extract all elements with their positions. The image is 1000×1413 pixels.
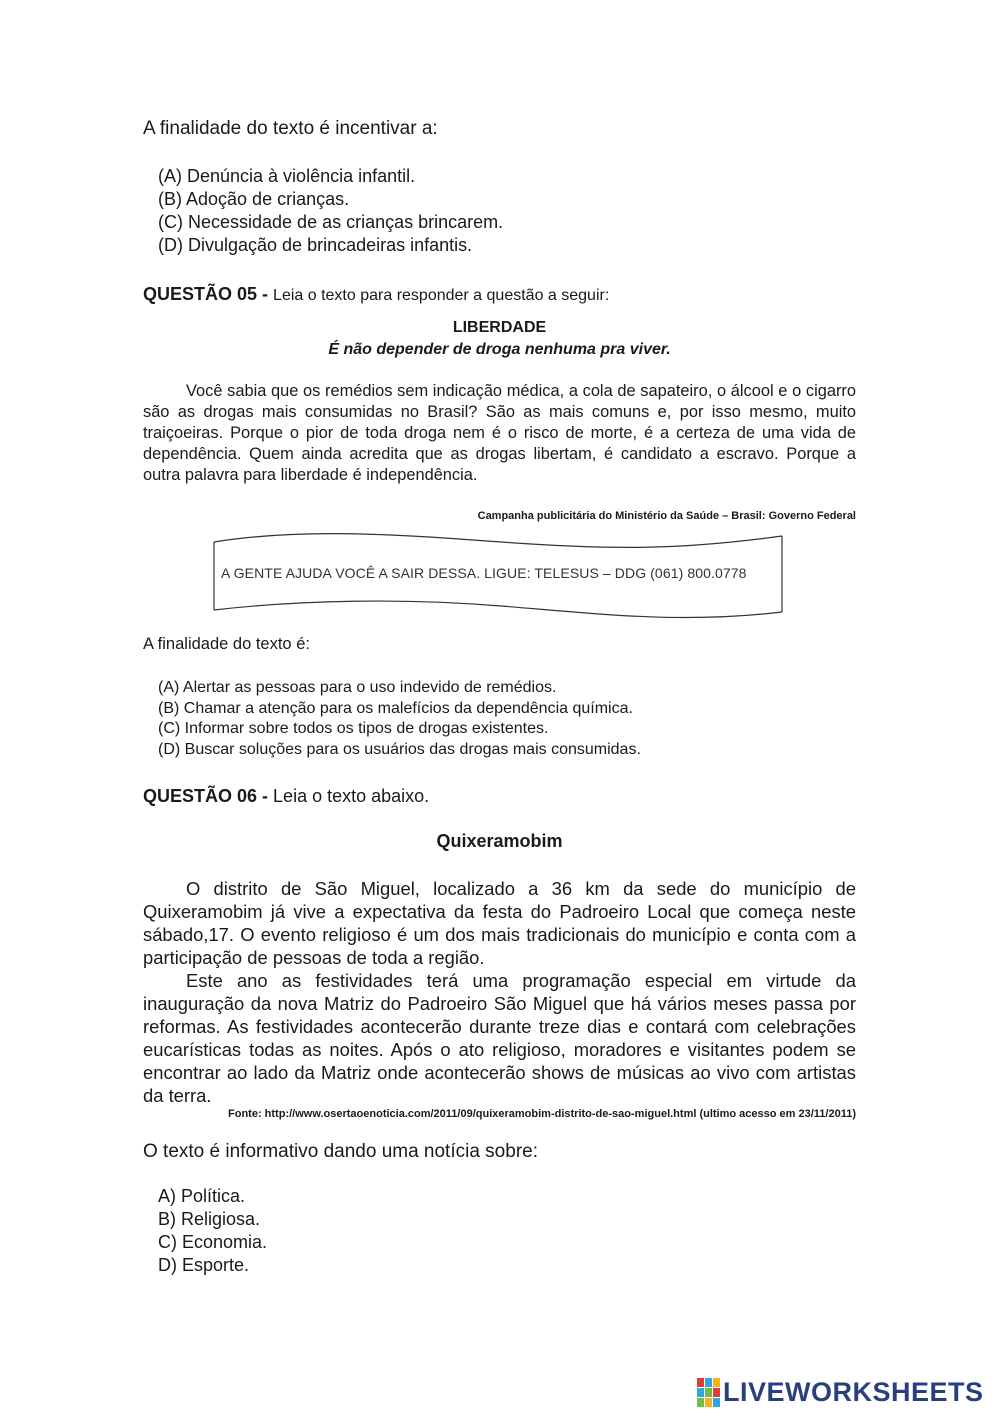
q5-option-a: (A) Alertar as pessoas para o uso indevido de remédios. [158,679,557,696]
q5-banner-text: A GENTE AJUDA VOCÊ A SAIR DESSA. LIGUE: TELESUS – DDG (061) 800.0778 [221,565,747,581]
q5-banner [211,528,786,628]
q5-source: Campanha publicitária do Ministério da Saúde – Brasil: Governo Federal [477,510,856,522]
q5-option-d: (D) Buscar soluções para os usuários das drogas mais consumidas. [158,740,641,758]
q6-paragraph-1: O distrito de São Miguel, localizado a 36 km da sede do município de Quixeramobim já vive a expectativa da festa do Padroeiro Local que começa neste sábado,17. O evento religioso é um dos mais tradicionais do município e conta com a participação de pessoas de toda a região. [143,878,856,968]
q6-option-b: B) Religiosa. [158,1209,261,1229]
q6-label: QUESTÃO 06 - [143,786,269,806]
q6-instruction: Leia o texto abaixo. [273,786,430,806]
q5-option-c: (C) Informar sobre todos os tipos de drogas existentes. [158,720,549,737]
q4-option-d: (D) Divulgação de brincadeiras infantis. [158,235,473,255]
q4-prompt: A finalidade do texto é incentivar a: [143,118,438,139]
q5-title: LIBERDADE [452,319,547,336]
q4-options [158,165,503,257]
q6-options [158,1185,267,1277]
q4-option-c: (C) Necessidade de as crianças brincarem. [158,212,504,232]
q6-source: Fonte: http://www.osertaoenoticia.com/2011/09/quixeramobim-distrito-de-sao-miguel.html (ultimo acesso em 23/11/2011) [228,1108,856,1120]
liveworksheets-mark-icon [697,1378,721,1408]
q5-options [158,678,641,760]
q5-paragraph: Você sabia que os remédios sem indicação médica, a cola de sapateiro, o álcool e o cigarro são as drogas mais consumidas no Brasil? São as mais comuns e, por isso mesmo, muito traiçoeiras. Porque o pior de toda droga nem é o risco de morte, é a certeza de uma vida de dependência. Quem ainda acredita que as drogas libertam, é candidato a escravo. Porque a outra palavra para liberdade é independência. [143,382,856,484]
q6-option-d: D) Esporte. [158,1255,250,1275]
q5-prompt: A finalidade do texto é: [143,635,310,653]
liveworksheets-wordmark: LIVEWORKSHEETS [723,1377,984,1407]
q5-subtitle: É não depender de droga nenhuma pra viver. [328,341,671,358]
liveworksheets-logo [697,1377,984,1408]
q4-option-b: (B) Adoção de crianças. [158,189,350,209]
q5-heading [143,284,609,305]
q5-label: QUESTÃO 05 - [143,284,269,304]
q5-option-b: (B) Chamar a atenção para os malefícios da dependência química. [158,699,633,717]
q6-option-c: C) Economia. [158,1232,268,1252]
q5-text-block [143,381,856,486]
q6-option-a: A) Política. [158,1186,246,1206]
q6-title: Quixeramobim [436,831,563,851]
q4-option-a: (A) Denúncia à violência infantil. [158,166,416,186]
q6-prompt: O texto é informativo dando uma notícia sobre: [143,1141,538,1162]
q6-heading [143,786,429,807]
q5-instruction: Leia o texto para responder a questão a seguir: [273,287,610,304]
q6-paragraph-2: Este ano as festividades terá uma programação especial em virtude da inauguração da nova Matriz do Padroeiro São Miguel que há vários meses passa por reformas. As festividades acontecerão durante treze dias e contará com celebrações eucarísticas todas as noites. Após o ato religioso, moradores e visitantes podem se encontrar ao lado da Matriz onde acontecerão shows de músicas ao vivo com artistas da terra. [143,970,856,1106]
q6-text-block [143,877,856,1107]
